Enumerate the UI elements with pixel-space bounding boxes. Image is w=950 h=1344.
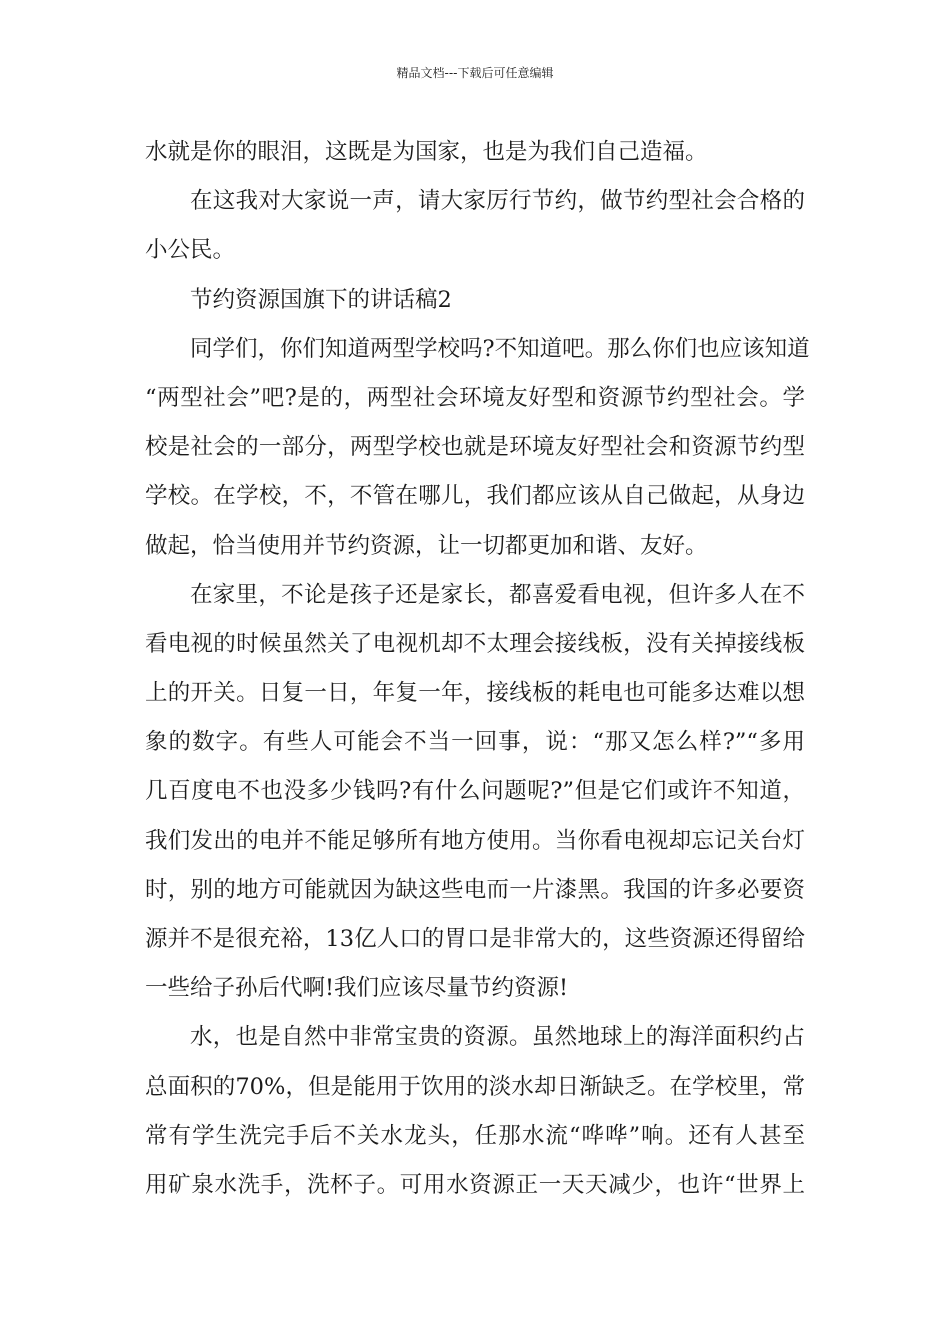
text-line: 水就是你的眼泪，这既是为国家，也是为我们自己造福。 <box>145 139 708 165</box>
text-line: 一些给子孙后代啊!我们应该尽量节约资源! <box>145 975 569 1002</box>
text-line: 做起，恰当使用并节约资源，让一切都更加和谐、友好。 <box>145 532 708 559</box>
text-line: 节约资源国旗下的讲话稿2 <box>190 286 452 313</box>
text-line: 源并不是很充裕，13亿人口的胃口是非常大的，这些资源还得留给 <box>145 926 805 952</box>
text-line: 小公民。 <box>145 237 236 264</box>
text-line: 几百度电不也没多少钱吗?有什么问题呢?”但是它们或许不知道， <box>145 778 805 805</box>
text-line: 常有学生洗完手后不关水龙头，任那水流“哗哗”响。还有人甚至 <box>145 1122 805 1149</box>
text-line: 上的开关。日复一日，年复一年，接线板的耗电也可能多达难以想 <box>145 680 805 707</box>
text-line: 看电视的时候虽然关了电视机却不太理会接线板，没有关掉接线板 <box>145 630 805 657</box>
text-line: 在家里，不论是孩子还是家长，都喜爱看电视，但许多人在不 <box>190 581 805 608</box>
text-line: 水，也是自然中非常宝贵的资源。虽然地球上的海洋面积约占 <box>190 1024 805 1051</box>
text-line: 校是社会的一部分，两型学校也就是环境友好型社会和资源节约型 <box>145 434 805 461</box>
text-line: 总面积的70%，但是能用于饮用的淡水却日渐缺乏。在学校里，常 <box>145 1073 805 1100</box>
text-line: 学校。在学校，不，不管在哪儿，我们都应该从自己做起，从身边 <box>145 483 805 510</box>
text-line: 用矿泉水洗手，洗杯子。可用水资源正一天天减少，也许“世界上 <box>145 1171 805 1198</box>
page-header: 精品文档---下载后可任意编辑 <box>396 66 554 80</box>
text-line: 象的数字。有些人可能会不当一回事，说：“那又怎么样?”“多用 <box>145 729 805 756</box>
text-line: 时，别的地方可能就因为缺这些电而一片漆黑。我国的许多必要资 <box>145 876 805 903</box>
text-line: “两型社会”吧?是的，两型社会环境友好型和资源节约型社会。学 <box>145 384 805 411</box>
document-body <box>145 128 810 1210</box>
text-line: 同学们，你们知道两型学校吗?不知道吧。那么你们也应该知道 <box>190 335 810 362</box>
text-line: 在这我对大家说一声，请大家厉行节约，做节约型社会合格的 <box>190 188 805 215</box>
text-line: 我们发出的电并不能足够所有地方使用。当你看电视却忘记关台灯 <box>145 827 805 854</box>
